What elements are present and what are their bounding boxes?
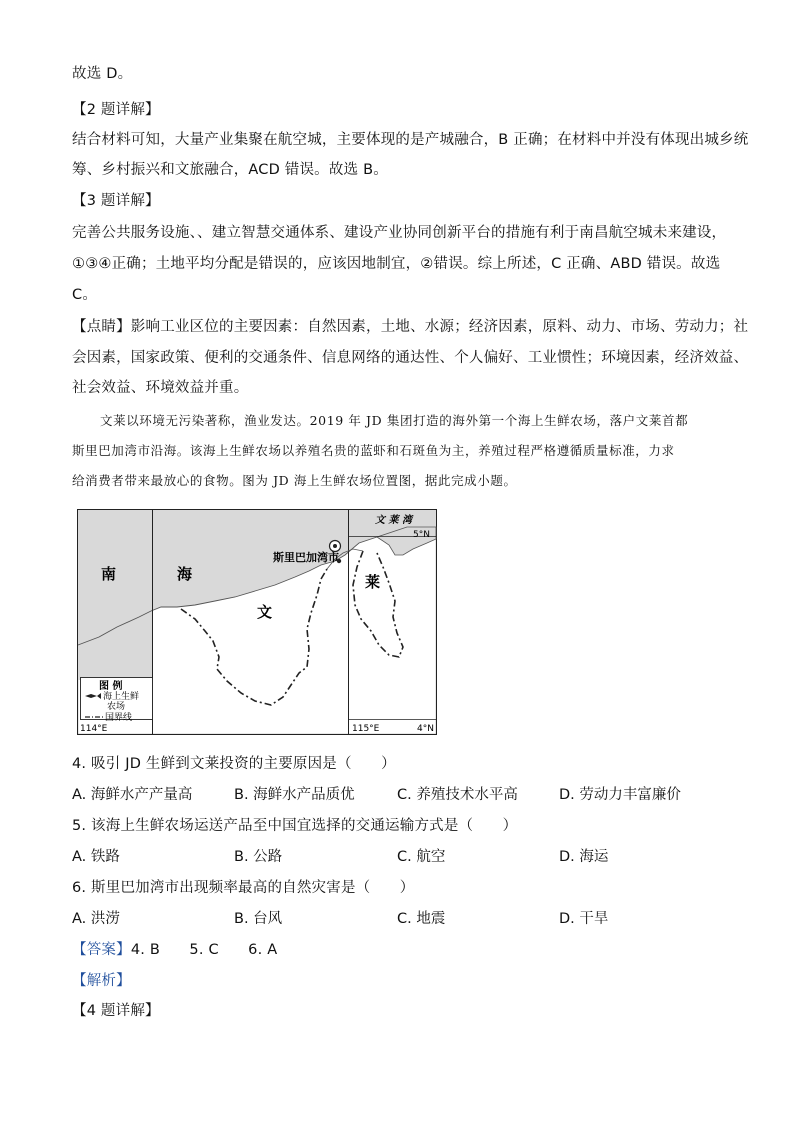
text-line: 社会效益、环境效益并重。 <box>72 380 249 396</box>
text-line: 【点睛】影响工业区位的主要因素：自然因素，土地、水源；经济因素，原料、动力、市场、劳动力；社 <box>72 319 749 335</box>
passage-line: 给消费者带来最放心的食物。图为 JD 海上生鲜农场位置图，据此完成小题。 <box>72 473 517 488</box>
text-line: 结合材料可知，大量产业集聚在航空城，主要体现的是产城融合，B 正确；在材料中并没有体现出城乡统 <box>72 132 749 148</box>
label-5n: 5°N <box>413 530 430 540</box>
label-wen: 文 <box>257 603 273 621</box>
q6-option-b: B. 台风 <box>234 911 283 927</box>
section-heading: 【2 题详解】 <box>72 102 160 118</box>
legend-farm-label-2: 农场 <box>107 702 126 712</box>
answer-line <box>72 940 277 960</box>
section-heading: 【3 题详解】 <box>72 193 160 209</box>
label-lai: 莱 <box>365 573 381 591</box>
text-line: 会因素，国家政策、便利的交通条件、信息网络的通达性、个人偏好、工业惯性；环境因素，经济效益、 <box>72 350 749 366</box>
q5-option-d: D. 海运 <box>559 849 609 865</box>
question-5: 5. 该海上生鲜农场运送产品至中国宜选择的交通运输方式是（ ） <box>72 818 518 834</box>
q6-option-d: D. 干旱 <box>559 911 609 927</box>
q4-option-b: B. 海鲜水产品质优 <box>234 787 355 803</box>
sea-farm-icon <box>330 541 341 552</box>
question-6: 6. 斯里巴加湾市出现频率最高的自然灾害是（ ） <box>72 880 415 896</box>
legend-farm-label: 海上生鲜 <box>103 692 140 702</box>
text-line: C。 <box>72 287 98 303</box>
legend-title: 图 例 <box>99 681 123 692</box>
answer-text: 4. B 5. C 6. A <box>130 942 278 958</box>
text-line: ①③④正确；土地平均分配是错误的，应该因地制宜，②错误。综上所述，C 正确、ABD 错误。故选 <box>72 256 721 272</box>
passage-line: 文莱以环境无污染著称，渔业发达。2019 年 JD 集团打造的海外第一个海上生鲜农场，落户文莱首都 <box>100 413 689 428</box>
label-nan: 南 <box>101 565 117 583</box>
answer-tag: 【答案】 <box>72 942 131 958</box>
q5-option-c: C. 航空 <box>397 849 446 865</box>
passage-line: 斯里巴加湾市沿海。该海上生鲜农场以养殖名贵的蓝虾和石斑鱼为主，养殖过程严格遵循质量标准，力求 <box>72 443 675 458</box>
q4-option-a: A. 海鲜水产产量高 <box>72 787 193 803</box>
label-hai: 海 <box>177 565 193 583</box>
analysis-tag: 【解析】 <box>72 973 131 989</box>
q5-option-b: B. 公路 <box>234 849 283 865</box>
text-line: 完善公共服务设施、、建立智慧交通体系、建设产业协同创新平台的措施有利于南昌航空城未来建设， <box>72 225 727 241</box>
label-city: 斯里巴加湾市 <box>273 551 339 564</box>
q5-option-a: A. 铁路 <box>72 849 120 865</box>
text-line: 故选 D。 <box>72 66 133 82</box>
location-map <box>77 509 437 735</box>
text-line: 筹、乡村振兴和文旅融合，ACD 错误。故选 B。 <box>72 162 388 178</box>
question-4: 4. 吸引 JD 生鲜到文莱投资的主要原因是（ ） <box>72 756 396 772</box>
label-115e: 115°E <box>352 724 380 734</box>
q4-option-c: C. 养殖技术水平高 <box>397 787 518 803</box>
q6-option-c: C. 地震 <box>397 911 446 927</box>
legend-border-label: 国界线 <box>105 713 133 723</box>
q4-option-d: D. 劳动力丰富廉价 <box>559 787 681 803</box>
q6-option-a: A. 洪涝 <box>72 911 120 927</box>
left-land-gray <box>78 510 152 680</box>
section-heading: 【4 题详解】 <box>72 1003 160 1019</box>
label-114e: 114°E <box>80 724 108 734</box>
label-brunei-bay: 文 莱 湾 <box>375 515 412 526</box>
label-4n: 4°N <box>417 724 434 734</box>
